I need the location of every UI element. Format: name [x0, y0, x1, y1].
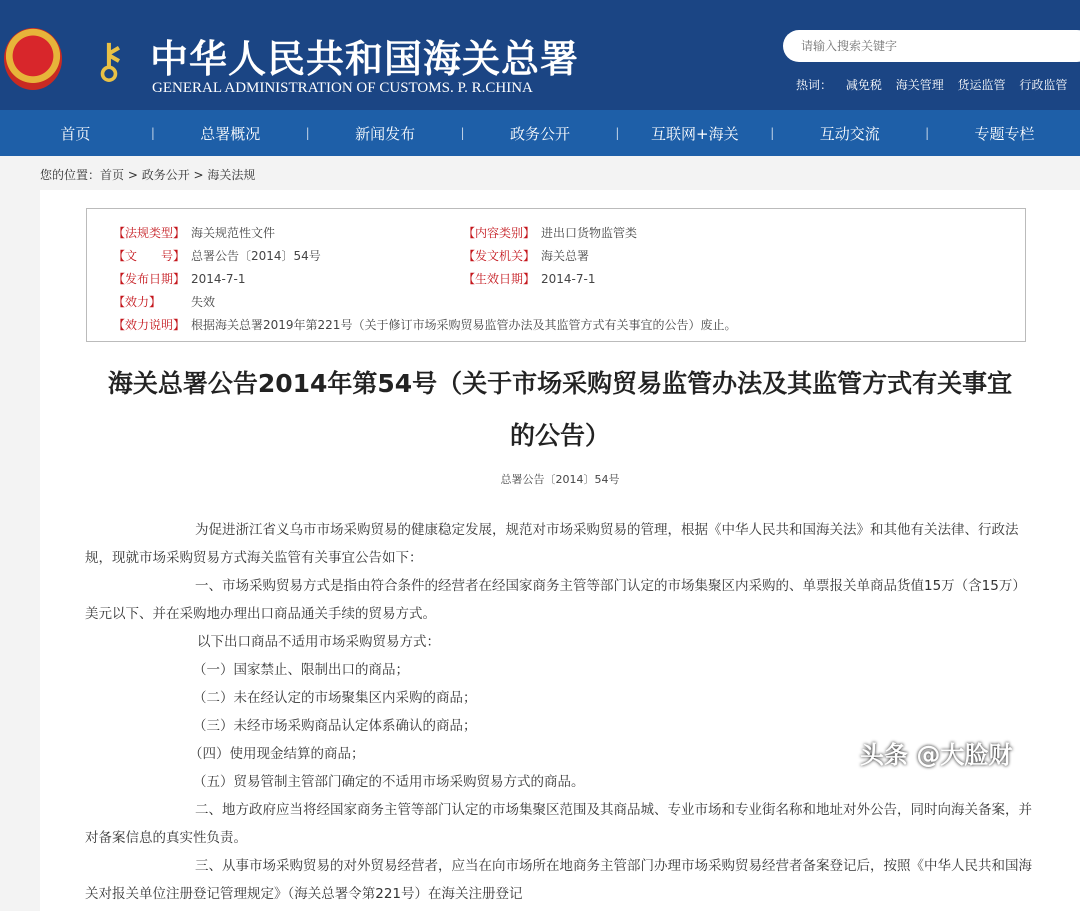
- paragraph: 以下出口商品不适用市场采购贸易方式：: [197, 634, 440, 650]
- meta-value: 2014-7-1: [191, 272, 246, 286]
- breadcrumb: [40, 166, 255, 183]
- breadcrumb-gov[interactable]: 政务公开: [141, 168, 190, 182]
- meta-label: 【文 号】: [113, 249, 186, 263]
- breadcrumb-home[interactable]: 首页: [100, 168, 125, 182]
- nav-news[interactable]: 新闻发布: [355, 124, 416, 143]
- nav-internet-customs[interactable]: 互联网+海关: [651, 124, 739, 143]
- nav-separator: |: [305, 126, 310, 140]
- site-header: [0, 0, 1080, 110]
- nav-separator: |: [615, 126, 620, 140]
- hot-word[interactable]: 货运监管: [957, 78, 1006, 92]
- article-title: 海关总署公告2014年第54号（关于市场采购贸易监管办法及其监管方式有关事宜: [107, 369, 1013, 398]
- article-body: [85, 516, 1035, 908]
- hot-word[interactable]: 行政监管: [1019, 78, 1068, 92]
- list-item: （三）未经市场采购商品认定体系确认的商品；: [193, 718, 477, 734]
- nav-home[interactable]: 首页: [60, 124, 91, 143]
- hot-words: [796, 76, 1077, 93]
- meta-value: 根据海关总署2019年第221号（关于修订市场采购贸易监管办法及其监管方式有关事宜的公告）废止。: [191, 318, 737, 332]
- meta-label: 【效力】: [113, 295, 162, 309]
- meta-label: 【内容类别】: [463, 226, 536, 240]
- paragraph: 三、从事市场采购贸易的对外贸易经营者，应当在向市场所在地商务主管部门办理市场采购贸易经营者备案登记后，按照《中华人民共和国海关对报关单位注册登记管理规定》（海关总署令第221号）在海关注册登记: [85, 858, 1032, 902]
- breadcrumb-sep: >: [189, 168, 208, 182]
- nav-overview[interactable]: 总署概况: [200, 124, 261, 143]
- paragraph: 二、地方政府应当将经国家商务主管等部门认定的市场集聚区范围及其商品城、专业市场和专业街名称和地址对外公告，同时向海关备案，并对备案信息的真实性负责。: [85, 802, 1032, 846]
- breadcrumb-regulations[interactable]: 海关法规: [207, 168, 256, 182]
- meta-value: 失效: [191, 295, 216, 309]
- article-title-cont: 的公告）: [509, 421, 610, 450]
- breadcrumb-label: 您的位置：: [40, 168, 101, 182]
- meta-label: 【发文机关】: [463, 249, 536, 263]
- meta-label: 【生效日期】: [463, 272, 536, 286]
- site-title[interactable]: 中华人民共和国海关总署: [150, 36, 580, 81]
- meta-label: 【效力说明】: [113, 318, 186, 332]
- list-item: （一）国家禁止、限制出口的商品；: [193, 662, 409, 678]
- nav-topics[interactable]: 专题专栏: [974, 124, 1035, 143]
- list-item: （五）贸易管制主管部门确定的不适用市场采购贸易方式的商品。: [193, 774, 585, 790]
- document-number: 总署公告〔2014〕54号: [500, 473, 620, 486]
- nav-separator: |: [925, 126, 930, 140]
- nav-interaction[interactable]: 互动交流: [819, 124, 880, 143]
- paragraph: 为促进浙江省义乌市市场采购贸易的健康稳定发展，规范对市场采购贸易的管理，根据《中华人民共和国海关法》和其他有关法律、行政法规，现就市场采购贸易方式海关监管有关事宜公告如下：: [85, 522, 1019, 566]
- meta-value: 2014-7-1: [541, 272, 596, 286]
- meta-label: 【发布日期】: [113, 272, 186, 286]
- nav-separator: |: [460, 126, 465, 140]
- hot-word[interactable]: 海关管理: [895, 78, 944, 92]
- meta-value: 总署公告〔2014〕54号: [191, 249, 321, 263]
- meta-value: 海关总署: [541, 249, 590, 263]
- meta-value: 海关规范性文件: [191, 226, 276, 240]
- paragraph: 一、市场采购贸易方式是指由符合条件的经营者在经国家商务主管等部门认定的市场集聚区内采购的、单票报关单商品货值15万（含15万）美元以下、并在采购地办理出口商品通关手续的贸易方式。: [85, 578, 1026, 622]
- meta-value: 进出口货物监管类: [541, 226, 638, 240]
- list-item: （二）未在经认定的市场聚集区内采购的商品；: [193, 690, 477, 706]
- customs-emblem-logo: ⚷: [91, 33, 127, 89]
- watermark: 头条 @大脸财: [860, 741, 1013, 769]
- meta-label: 【法规类型】: [113, 226, 186, 240]
- list-item: （四）使用现金结算的商品；: [189, 746, 365, 762]
- main-nav: [0, 110, 1080, 156]
- nav-separator: |: [150, 126, 155, 140]
- search-input[interactable]: [783, 30, 1080, 62]
- nav-government-affairs[interactable]: 政务公开: [509, 124, 570, 143]
- article-content: [40, 358, 1080, 908]
- hot-label: 热词：: [796, 78, 833, 92]
- hot-word[interactable]: 减免税: [845, 78, 882, 92]
- breadcrumb-sep: >: [124, 168, 142, 182]
- nav-separator: |: [770, 126, 775, 140]
- regulation-info-box: [86, 208, 1026, 342]
- article-page: [40, 190, 1080, 911]
- national-emblem-logo: [4, 28, 62, 90]
- site-title-en: GENERAL ADMINISTRATION OF CUSTOMS. P. R.CHINA: [152, 80, 533, 96]
